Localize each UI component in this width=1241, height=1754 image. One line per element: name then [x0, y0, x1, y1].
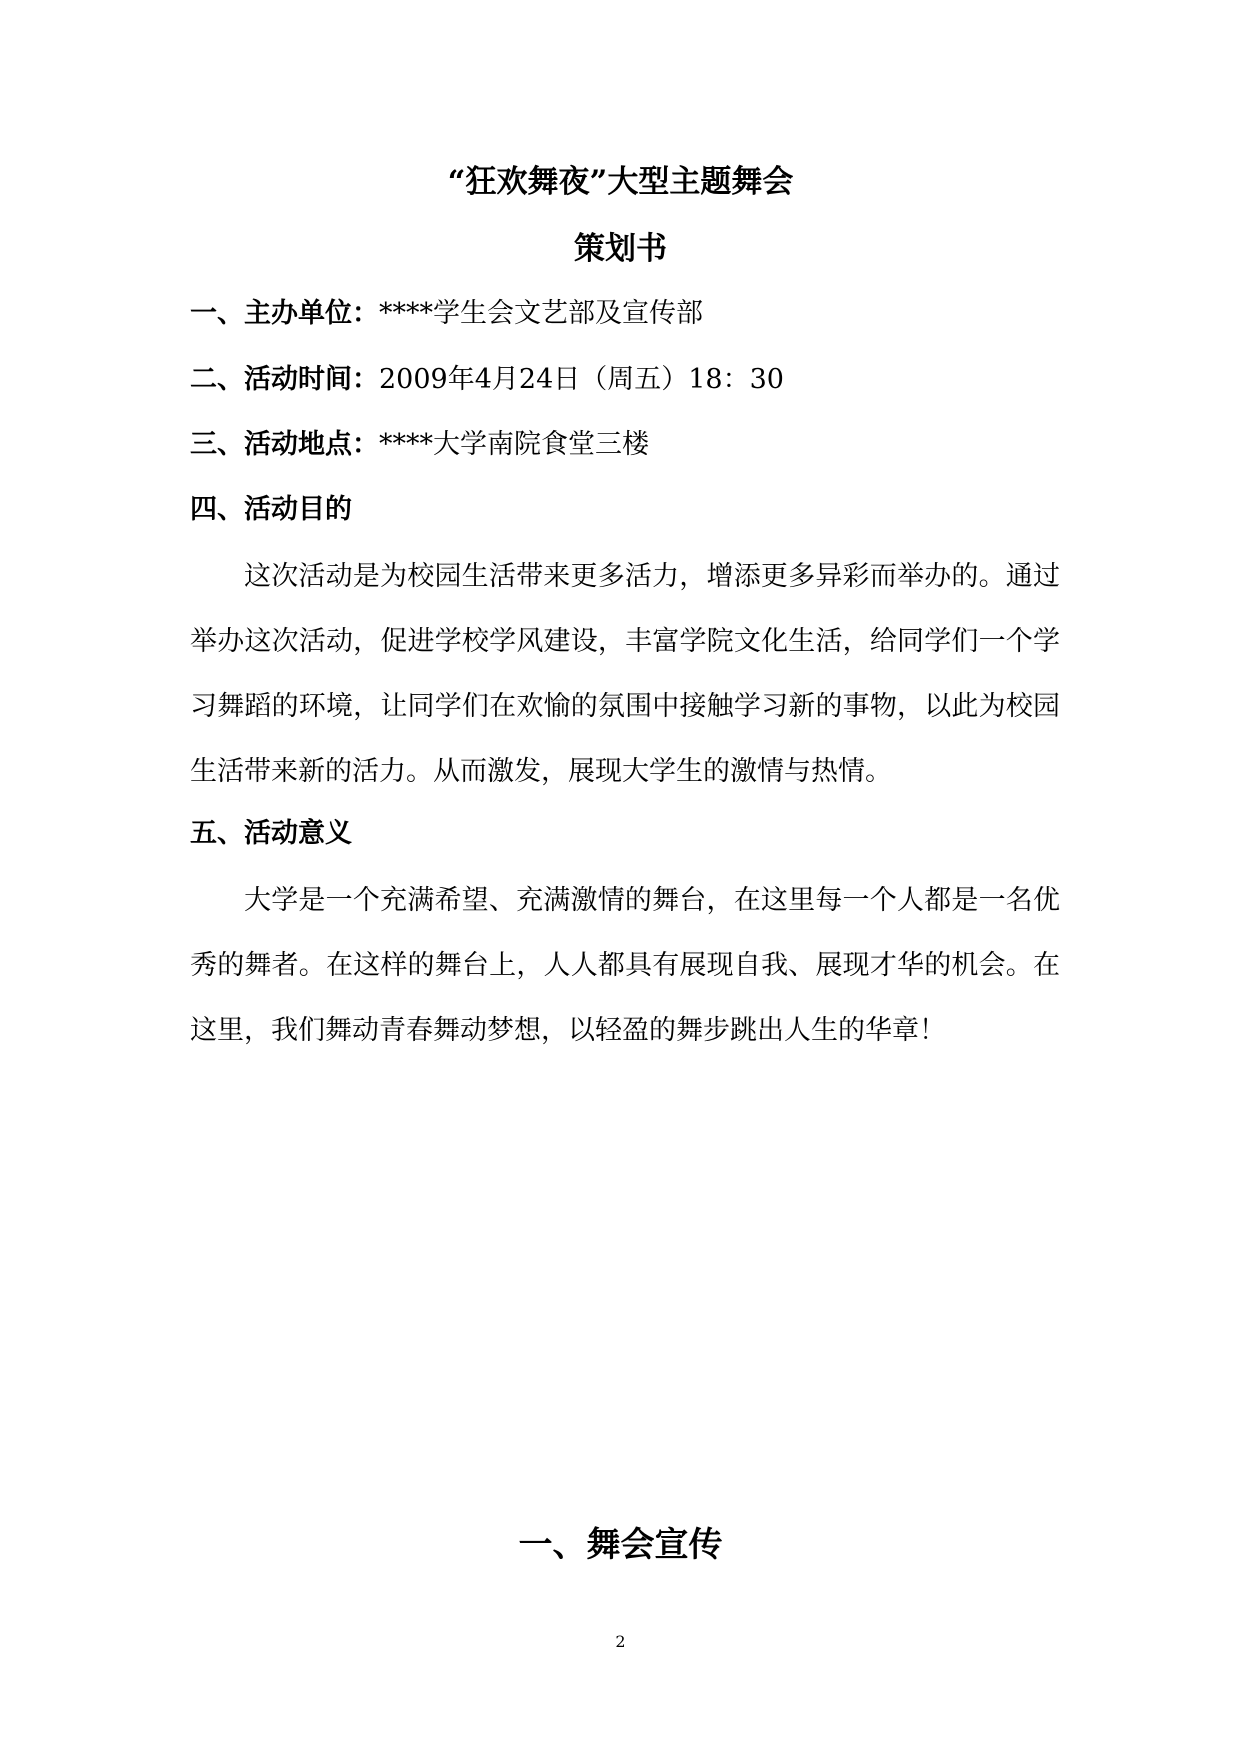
purpose-heading [190, 492, 1060, 528]
organizer-line [190, 296, 1060, 332]
event-time-label: 二、活动时间： [190, 364, 379, 395]
purpose-paragraph: 这次活动是为校园生活带来更多活力，增添更多异彩而举办的。通过举办这次活动，促进学校学风建设，丰富学院文化生活，给同学们一个学习舞蹈的环境，让同学们在欢愉的氛围中接触学习新的事物，以此为校园生活带来新的活力。从而激发，展现大学生的激情与热情。 [190, 561, 1060, 787]
event-time-line [190, 362, 1060, 398]
significance-label: 五、活动意义 [190, 818, 352, 849]
document-subtitle: 策划书 [574, 231, 667, 267]
event-location-label: 三、活动地点： [190, 429, 379, 460]
page-number: 2 [615, 1632, 626, 1651]
significance-paragraph: 大学是一个充满希望、充满激情的舞台，在这里每一个人都是一名优秀的舞者。在这样的舞台上，人人都具有展现自我、展现才华的机会。在这里，我们舞动青春舞动梦想，以轻盈的舞步跳出人生的华章！ [190, 885, 1060, 1046]
event-location-line [190, 427, 1060, 463]
event-location-value: ****大学南院食堂三楼 [379, 429, 649, 460]
document-title: “狂欢舞夜”大型主题舞会 [447, 164, 794, 200]
organizer-value: ****学生会文艺部及宣传部 [379, 298, 703, 329]
significance-heading [190, 816, 1060, 852]
event-time-value: 2009年4月24日（周五）18：30 [379, 364, 784, 395]
purpose-label: 四、活动目的 [190, 494, 352, 525]
organizer-label: 一、主办单位： [190, 298, 379, 329]
next-section-heading: 一、舞会宣传 [518, 1525, 723, 1565]
